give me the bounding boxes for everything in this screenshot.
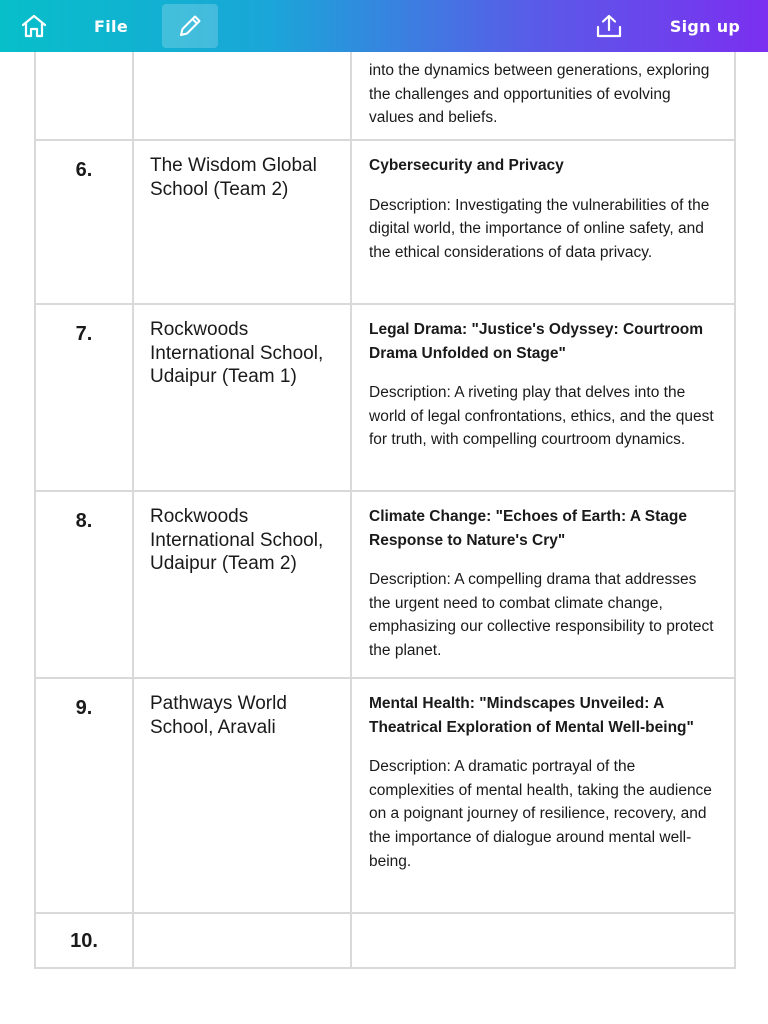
row-number: 6. bbox=[35, 140, 133, 304]
school-name: The Wisdom Global School (Team 2) bbox=[133, 140, 351, 304]
school-name bbox=[133, 913, 351, 968]
topic-cell bbox=[351, 491, 735, 678]
home-button[interactable] bbox=[12, 0, 56, 52]
topic-cell bbox=[351, 913, 735, 968]
table-row bbox=[35, 678, 735, 913]
school-name: Pathways World School, Aravali bbox=[133, 678, 351, 913]
upload-icon bbox=[595, 13, 623, 39]
document-table-area bbox=[34, 0, 734, 969]
row-number: 10. bbox=[35, 913, 133, 968]
upload-button[interactable] bbox=[586, 0, 632, 52]
topic-title: Climate Change: "Echoes of Earth: A Stage Response to Nature's Cry" bbox=[369, 508, 687, 549]
topic-title: Mental Health: "Mindscapes Unveiled: A Theatrical Exploration of Mental Well-being" bbox=[369, 695, 694, 736]
topic-title: Cybersecurity and Privacy bbox=[369, 157, 564, 174]
topic-cell bbox=[351, 304, 735, 491]
table-row bbox=[35, 304, 735, 491]
sign-up-button[interactable]: Sign up bbox=[669, 16, 741, 36]
topic-description: Description: A riveting play that delves into the world of legal confrontations, ethics, and the quest for truth, with compelling courtroom dynamics. bbox=[369, 384, 714, 449]
edit-button[interactable] bbox=[162, 4, 218, 48]
topic-cell bbox=[351, 140, 735, 304]
home-icon bbox=[20, 13, 48, 39]
table-row bbox=[35, 491, 735, 678]
schools-topics-table bbox=[34, 0, 736, 969]
pencil-icon bbox=[177, 13, 203, 39]
row-number: 7. bbox=[35, 304, 133, 491]
school-name: Rockwoods International School, Udaipur (Team 1) bbox=[133, 304, 351, 491]
topic-description: Description: A compelling drama that addresses the urgent need to combat climate change, emphasizing our collective responsibility to protect the planet. bbox=[369, 571, 714, 659]
table-row bbox=[35, 913, 735, 968]
top-toolbar bbox=[0, 0, 768, 52]
school-name: Rockwoods International School, Udaipur (Team 2) bbox=[133, 491, 351, 678]
table-row bbox=[35, 140, 735, 304]
topic-description: Description: A dramatic portrayal of the complexities of mental health, taking the audience on a poignant journey of resilience, recovery, and the importance of dialogue around mental well-being. bbox=[369, 758, 712, 870]
topic-title: Legal Drama: "Justice's Odyssey: Courtroom Drama Unfolded on Stage" bbox=[369, 321, 704, 362]
row-number: 8. bbox=[35, 491, 133, 678]
file-menu-button[interactable]: File bbox=[94, 16, 128, 36]
row-number: 9. bbox=[35, 678, 133, 913]
topic-cell bbox=[351, 678, 735, 913]
topic-description: Description: Investigating the vulnerabilities of the digital world, the importance of online safety, and the ethical considerations of data privacy. bbox=[369, 196, 710, 261]
topic-description: into the dynamics between generations, exploring the challenges and opportunities of evolving values and beliefs. bbox=[369, 62, 710, 127]
